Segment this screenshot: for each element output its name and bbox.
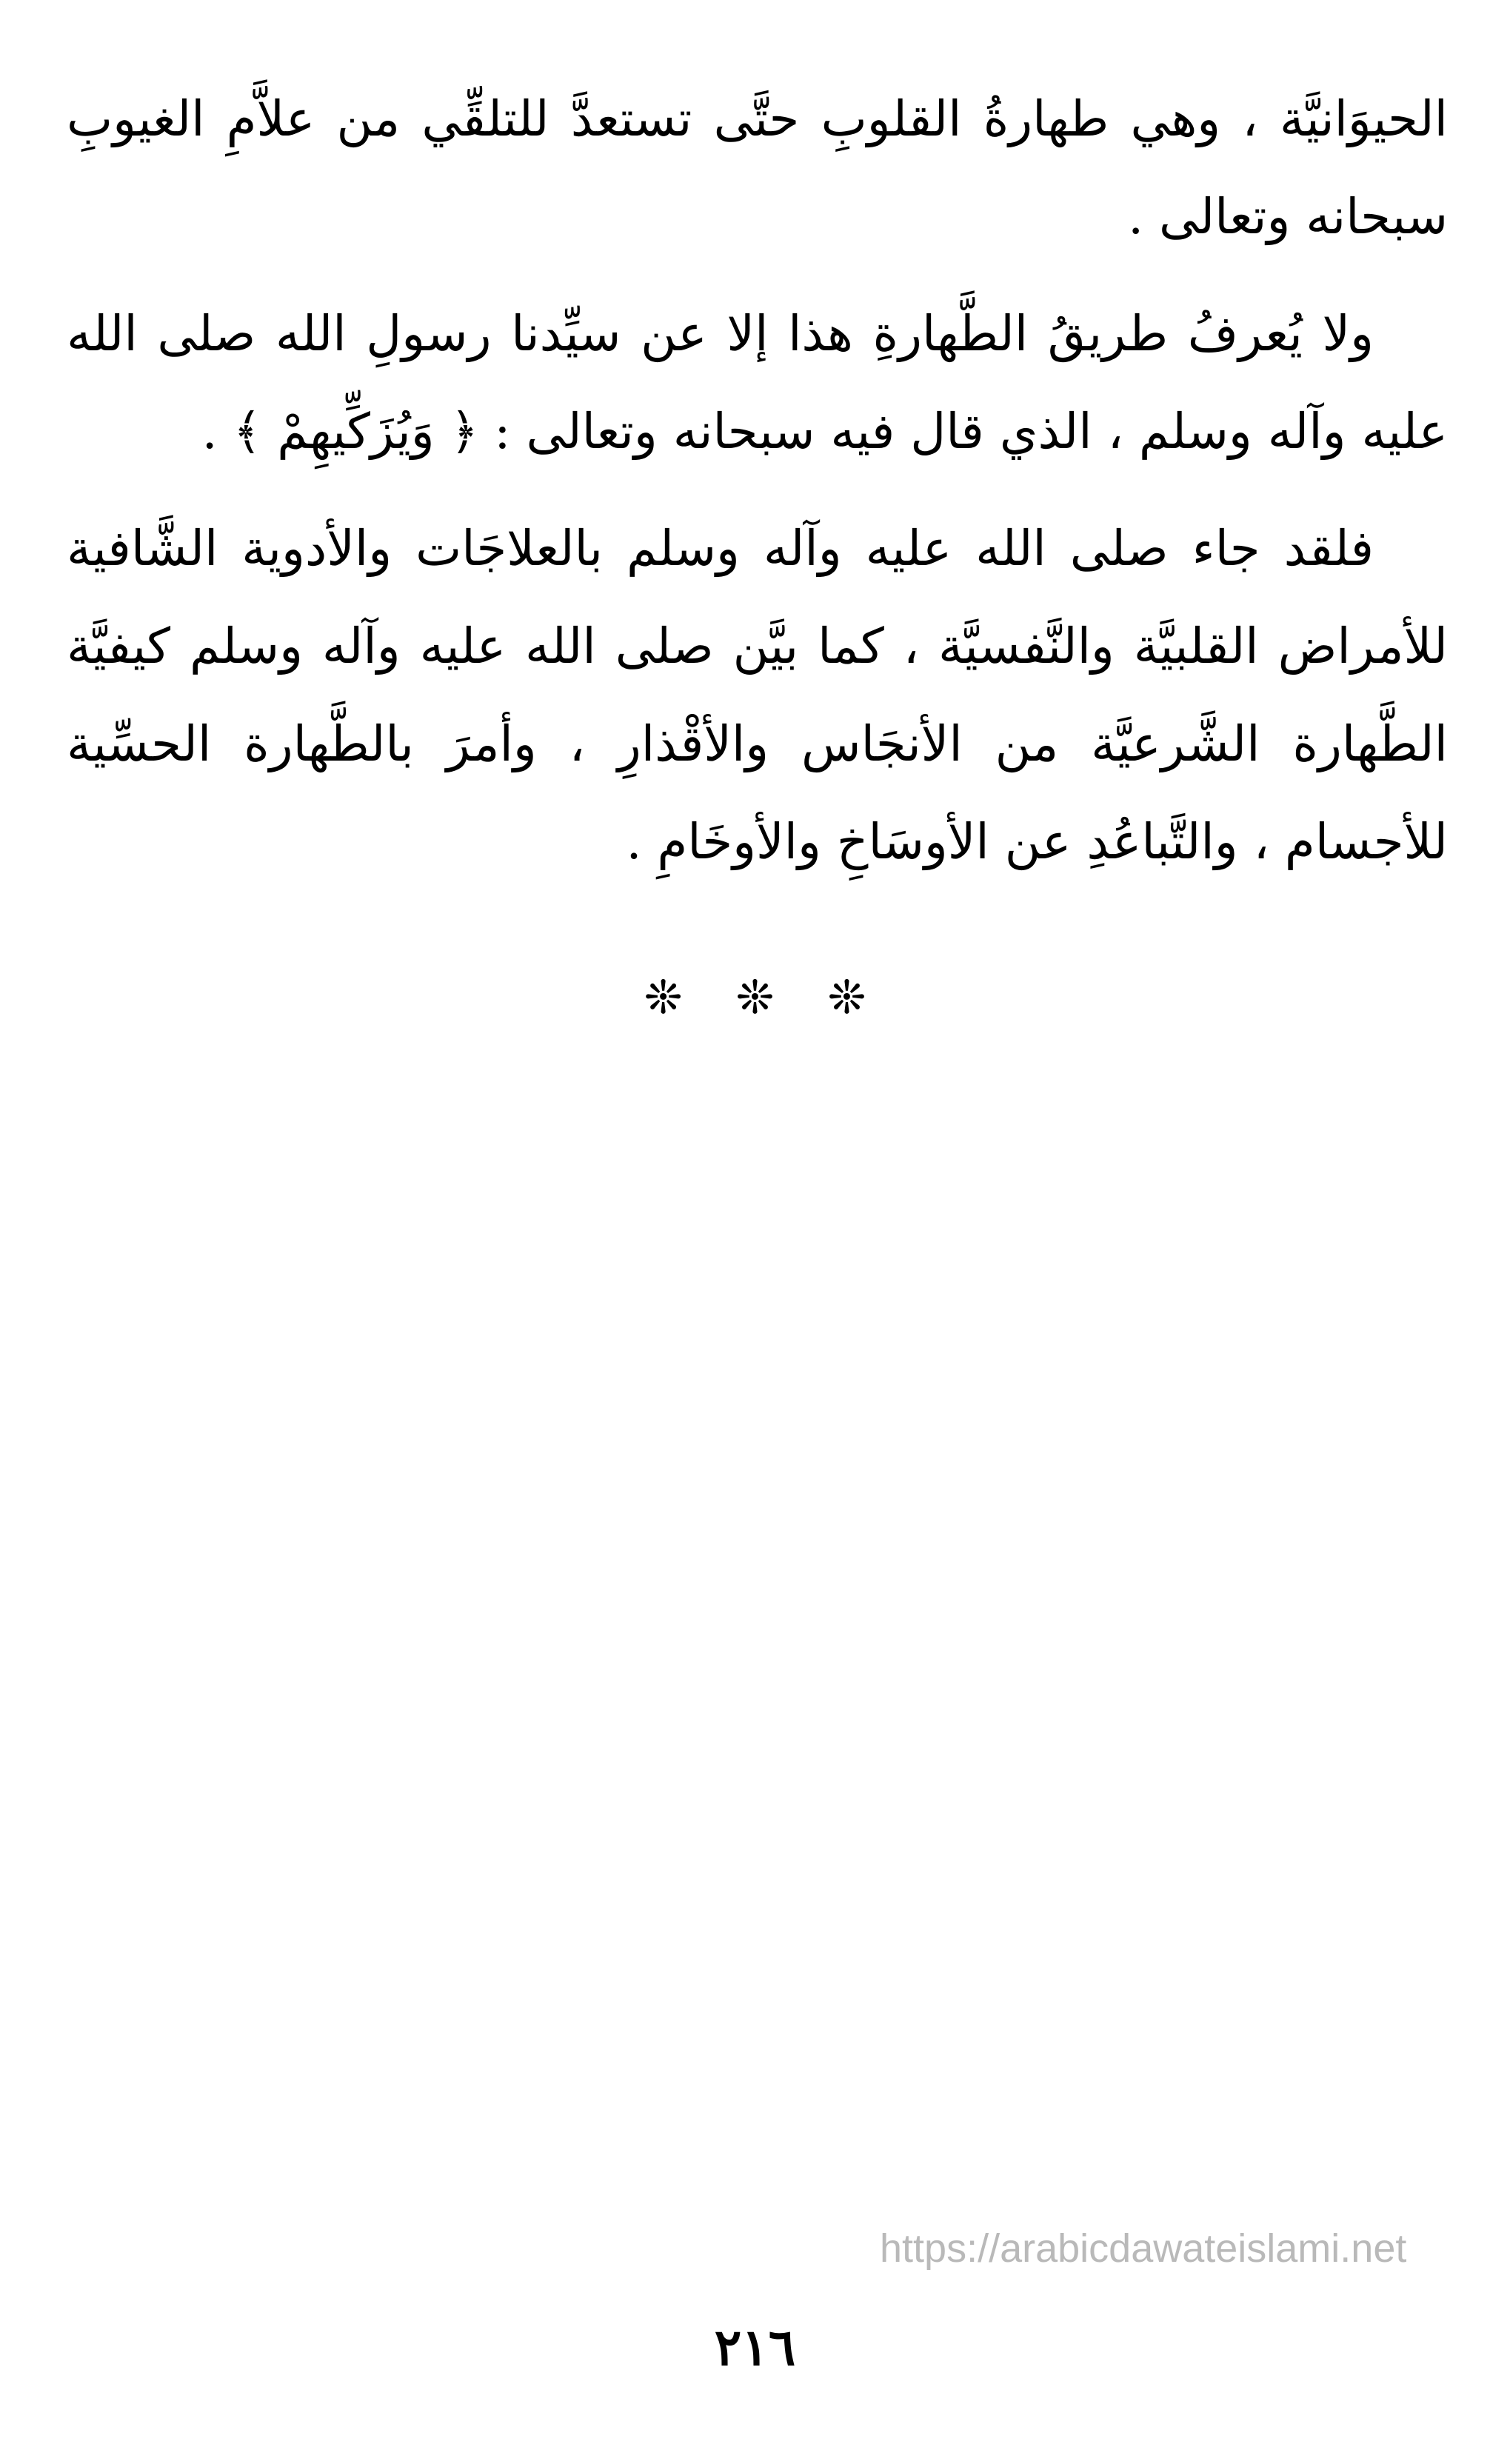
watermark-url: https://arabicdawateislami.net — [880, 2226, 1407, 2271]
paragraph-1: الحيوَانيَّة ، وهي طهارةُ القلوبِ حتَّى تستعدَّ للتلقِّي من علاَّمِ الغيوبِ سبحانه وتعالى . — [67, 90, 1448, 245]
separator-star-icon: ❊ — [644, 970, 683, 1024]
separator-star-icon: ❊ — [735, 970, 775, 1024]
separator-star-icon: ❊ — [827, 970, 866, 1024]
paragraph-2-text: ولا يُعرفُ طريقُ الطَّهارةِ هذا إلا عن سيِّدنا رسولِ الله صلى الله عليه وآله وسلم ، الذي قال فيه سبحانه وتعالى : — [67, 305, 1448, 460]
body-text — [67, 70, 1448, 910]
section-separator — [0, 970, 1510, 1024]
quran-quote: ﴿ وَيُزَكِّيهِمْ ﴾ — [233, 403, 479, 460]
paragraph-3: فلقد جاء صلى الله عليه وآله وسلم بالعلاجَات والأدوية الشَّافية للأمراض القلبيَّة والنَّفسيَّة ، كما بيَّن صلى الله عليه وآله وسلم كيفيَّة الطَّهارة الشَّرعيَّة من الأنجَاس والأقْذارِ ، وأمرَ بالطَّهارة الحسِّية للأجسام ، والتَّباعُدِ عن الأوسَاخِ والأوخَامِ . — [67, 520, 1448, 870]
paragraph-2-end: . — [201, 403, 218, 460]
page-number: ٢١٦ — [714, 2318, 796, 2377]
paragraph-2 — [67, 285, 1448, 481]
